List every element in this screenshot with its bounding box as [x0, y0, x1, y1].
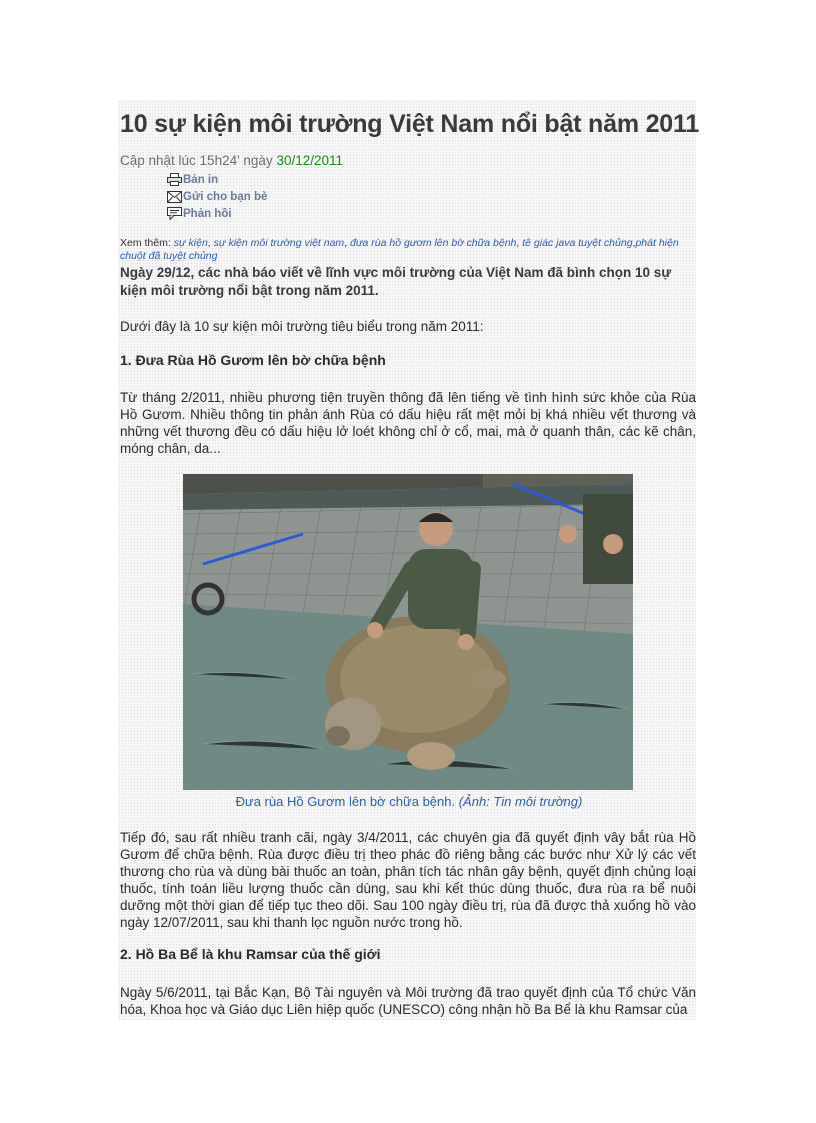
article-tools: [167, 171, 267, 222]
tag-link[interactable]: sự kiện: [173, 237, 208, 249]
envelope-icon: [167, 191, 182, 203]
feedback-label: Phản hồi: [183, 207, 232, 220]
caption-credit: (Ảnh: Tin môi trường): [458, 794, 583, 809]
article-title: 10 sự kiện môi trường Việt Nam nổi bật năm 2011: [120, 110, 700, 138]
see-also: Xem thêm: sự kiện, sự kiện môi trường việt nam, đưa rùa hồ gươm lên bờ chữa bệnh, tê giác java tuyệt chủng,phát hiện chuột đã tuyệt chủng: [120, 237, 679, 262]
section-1-paragraph-2: Tiếp đó, sau rất nhiều tranh cãi, ngày 3/4/2011, các chuyên gia đã quyết định vây bắt rùa Hồ Gươm để chữa bệnh. Rùa được điều trị theo phác đồ riêng bằng các bước như Xử lý các vết thương cho rùa và dùng bài thuốc an toàn, phân tích tác nhân gây bệnh, quyết định chủng loại thuốc, tính toán liều lượng thuốc cần dùng, sau khi kết thúc dùng thuốc, đưa rùa ra bể nuôi dưỡng một thời gian để tiếp tục theo dõi. Sau 100 ngày điều trị, rùa đã được thả xuống hồ vào ngày 12/07/2011, sau khi thanh lọc nguồn nước trong hồ.: [120, 830, 696, 930]
section-2-heading: 2. Hồ Ba Bể là khu Ramsar của thế giới: [120, 946, 381, 962]
article-lead: Ngày 29/12, các nhà báo viết về lĩnh vực môi trường của Việt Nam đã bình chọn 10 sự kiện môi trường nổi bật trong năm 2011.: [120, 265, 672, 298]
see-also-label: Xem thêm:: [120, 237, 171, 249]
tag-link[interactable]: tê giác java tuyệt chủng: [522, 237, 633, 249]
caption-text: Đưa rùa Hồ Gươm lên bờ chữa bệnh.: [235, 794, 459, 809]
article-date: 30/12/2011: [276, 153, 344, 168]
send-to-friend-label: Gửi cho bạn bè: [183, 190, 268, 203]
article-meta: [120, 153, 343, 168]
section-1-paragraph-1: Từ tháng 2/2011, nhiều phương tiện truyền thông đã lên tiếng về tình hình sức khỏe của Rùa Hồ Gươm. Nhiều thông tin phản ánh Rùa có dấu hiệu rất mệt mỏi bị khá nhiều vết thương và những vết thương đều có dấu hiệu lở loét không chỉ ở cổ, mai, mà ở quanh thân, các kẽ chân, móng chân, da...: [120, 390, 696, 456]
updated-label: Cập nhật lúc 15h24' ngày: [120, 153, 277, 168]
print-label: Bản in: [183, 173, 219, 186]
print-link[interactable]: [167, 171, 267, 188]
tag-link[interactable]: sự kiện môi trường việt nam: [213, 237, 345, 249]
photo-caption: [120, 794, 698, 809]
send-to-friend-link[interactable]: [167, 188, 267, 205]
section-1-heading: 1. Đưa Rùa Hồ Gươm lên bờ chữa bệnh: [120, 352, 386, 368]
intro-paragraph: Dưới đây là 10 sự kiện môi trường tiêu biểu trong năm 2011:: [120, 319, 484, 334]
printer-icon: [167, 173, 182, 186]
speech-bubble-icon: [167, 207, 182, 220]
tag-link[interactable]: đưa rùa hồ gươm lên bờ chữa bệnh: [350, 237, 517, 249]
tag-link[interactable]: phát hiện chuột đã tuyệt chủng: [120, 237, 679, 262]
turtle-photo: [183, 474, 633, 790]
section-2-paragraph-1: Ngày 5/6/2011, tại Bắc Kạn, Bộ Tài nguyên và Môi trường đã trao quyết định của Tổ chức Văn hóa, Khoa học và Giáo dục Liên hiệp quốc (UNESCO) công nhận hồ Ba Bể là khu Ramsar của: [120, 985, 696, 1017]
feedback-link[interactable]: [167, 205, 267, 222]
